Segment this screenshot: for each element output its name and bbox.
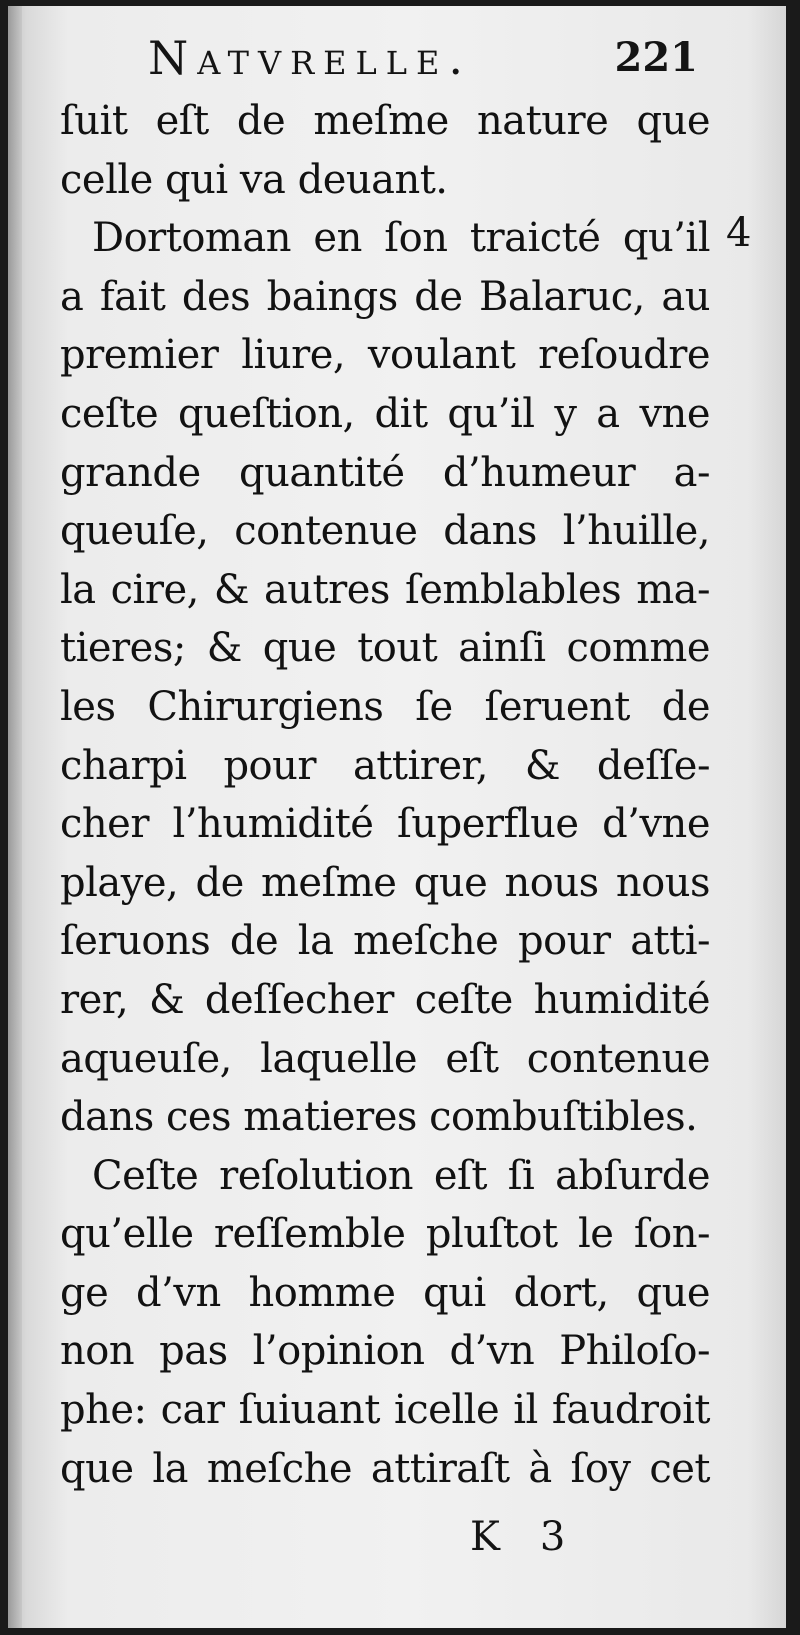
running-title: Natvrelle. (148, 31, 472, 85)
text-line: rer, & deſſecher ceſte humidité (60, 976, 710, 1023)
signature-letter: K (470, 1514, 500, 1560)
page-gutter-shadow (8, 6, 22, 1628)
text-line: a fait des baings de Balaruc, au (60, 273, 710, 320)
book-page (8, 6, 786, 1628)
text-line: non pas l’opinion d’vn Philoſo- (60, 1328, 710, 1375)
text-line: charpi pour attirer, & deſſe- (60, 742, 710, 789)
text-line: phe: car ſuiuant icelle il faudroit (60, 1387, 710, 1434)
text-line: qu’elle reſſemble pluſtot le ſon- (60, 1211, 710, 1258)
page-header (148, 28, 708, 88)
signature-number: 3 (539, 1514, 566, 1560)
text-line: celle qui va deuant. (60, 156, 448, 203)
text-line: dans ces matieres combuſtibles. (60, 1094, 698, 1141)
text-line: la cire, & autres ſemblables ma- (60, 566, 710, 613)
page-number: 221 (614, 34, 698, 81)
text-line: ſeruons de la meſche pour atti- (60, 918, 710, 965)
text-line: cher l’humidité ſuperflue d’vne (60, 801, 710, 848)
text-line: ge d’vn homme qui dort, que (60, 1269, 710, 1316)
marginal-note-number: 4 (726, 210, 752, 256)
text-line: que la meſche attiraſt à ſoy cet (60, 1445, 710, 1492)
text-line: ceſte queſtion, dit qu’il y a vne (60, 390, 710, 437)
text-line: ſuit eſt de meſme nature que (60, 98, 710, 144)
text-line: queuſe, contenue dans l’huille, (60, 508, 710, 555)
printer-signature-mark (470, 1514, 565, 1560)
text-line: grande quantité d’humeur a- (60, 449, 710, 496)
text-line: Dortoman en ſon traicté qu’il (92, 215, 710, 262)
text-line: Ceſte reſolution eſt ſi abſurde (92, 1152, 710, 1199)
text-line: premier liure, voulant reſoudre (60, 332, 710, 379)
text-line: playe, de meſme que nous nous (60, 859, 710, 906)
text-line: tieres; & que tout ainſi comme (60, 625, 710, 672)
body-text (60, 92, 710, 1498)
text-line: aqueuſe, laquelle eſt contenue (60, 1035, 710, 1082)
text-line: les Chirurgiens ſe ſeruent de (60, 683, 710, 730)
